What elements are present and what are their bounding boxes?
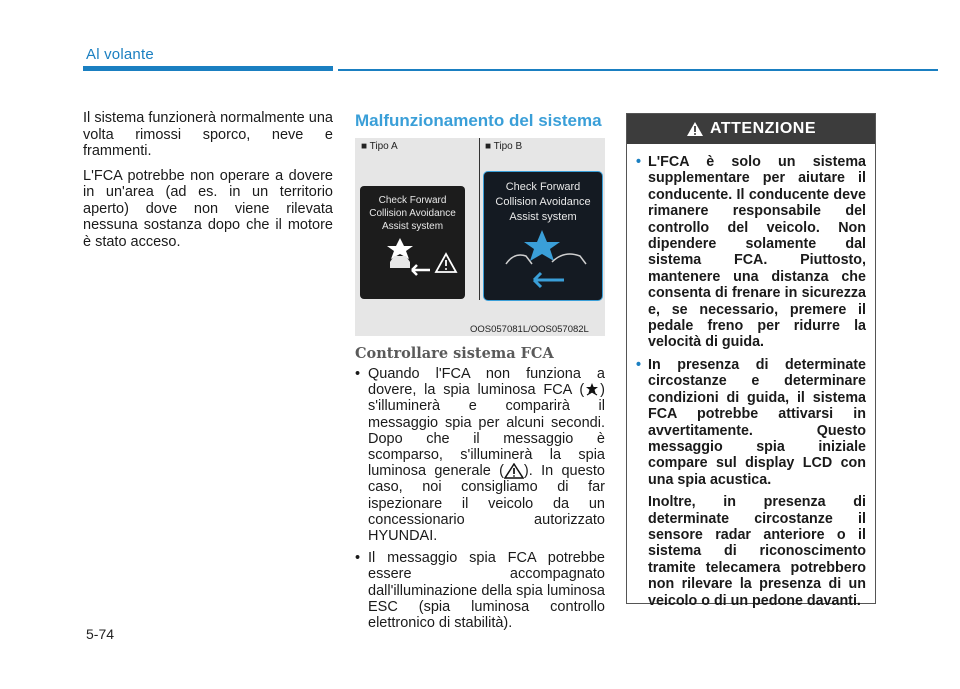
fca-warning-icon (584, 382, 600, 398)
bullet-1-text-c: ). In questo caso, noi consigliamo di far ispezionare il veicolo da un concessionario autorizzato HYUNDAI. (368, 463, 605, 545)
bullet-2-text: Il messaggio spia FCA potrebbe essere accompagnato dall'illuminazione della spia luminosa ESC (spia luminosa controllo elettronico di stabilità). (368, 550, 605, 632)
figure-warning-displays (355, 138, 605, 336)
warning-box (626, 113, 876, 609)
figure-label-b: ■ Tipo B (485, 141, 523, 152)
header-title: Al volante (86, 46, 154, 63)
header-bar-thin (338, 69, 938, 71)
panel-a-line-3: Assist system (381, 221, 444, 232)
warning-item-1: • L'FCA è solo un sistema supplementare per aiutare il conducente. Il conducente deve rimanere responsabile del controllo del veicolo. Non dipendere solamente dal sistema FCA. Piuttosto, mantenere una distanza che consenta di frenare in sicurezza e, se necessario, premere il pedale freno per ridurre la velocità di guida. (636, 154, 866, 351)
warning-body (627, 144, 875, 609)
bullet-list (355, 366, 605, 637)
master-warning-icon (504, 463, 524, 479)
panel-b-line-2: Collision Avoidance (495, 196, 591, 208)
panel-a-line-1: Check Forward (378, 195, 447, 206)
figure-caption: OOS057081L/OOS057082L (470, 324, 589, 335)
paragraph-2: L'FCA potrebbe non operare a dovere in un'area (ad es. in un territorio aperto) dove non viene rilevata nessuna sostanza dopo che il motore è stato acceso. (83, 167, 333, 250)
warning-item-2-continued: Inoltre, in presenza di determinate circostanze il sensore radar anteriore o il sistema di riconoscimento tramite telecamera potrebbero non rilevare la presenza di un veicolo o di un pedone davanti. (648, 494, 866, 609)
bullet-1-text-a: Quando l'FCA non funziona a dovere, la spia luminosa FCA ( (368, 366, 605, 399)
warning-heading (627, 114, 875, 144)
bullet-1-text-b: ) s'illuminerà e comparirà il messaggio spia per alcuni secondi. Dopo che il messaggio è scomparso, s'illuminerà la spia luminosa generale ( (368, 382, 605, 480)
warning-triangle-icon (686, 121, 704, 137)
display-panel-type-b (483, 171, 603, 301)
list-item (355, 366, 605, 544)
header-bar-thick (83, 66, 333, 71)
panel-b-line-1: Check Forward (505, 181, 581, 193)
subsection-title: Controllare sistema FCA (355, 345, 554, 362)
display-panel-type-a (360, 186, 465, 299)
left-column (83, 110, 333, 258)
warning-heading-text: ATTENZIONE (709, 120, 817, 137)
paragraph-1: Il sistema funzionerà normalmente una volta rimossi sporco, neve e frammenti. (83, 110, 333, 159)
panel-b-line-3: Assist system (509, 211, 577, 223)
list-item (355, 550, 605, 631)
figure-label-a: ■ Tipo A (361, 141, 398, 152)
collision-graphic-icon (360, 186, 465, 299)
section-title: Malfunzionamento del sistema (355, 111, 602, 130)
warning-item-2: • In presenza di determinate circostanze e determinare condizioni di guida, il sistema FCA potrebbe attivarsi in avvertitamente. Questo messaggio spia iniziale compare sul display LCD con una spia acustica. (636, 357, 866, 488)
figure-divider (479, 138, 480, 300)
panel-a-line-2: Collision Avoidance (369, 208, 456, 219)
collision-graphic-icon-b (484, 172, 602, 300)
page-number: 5-74 (86, 626, 115, 642)
